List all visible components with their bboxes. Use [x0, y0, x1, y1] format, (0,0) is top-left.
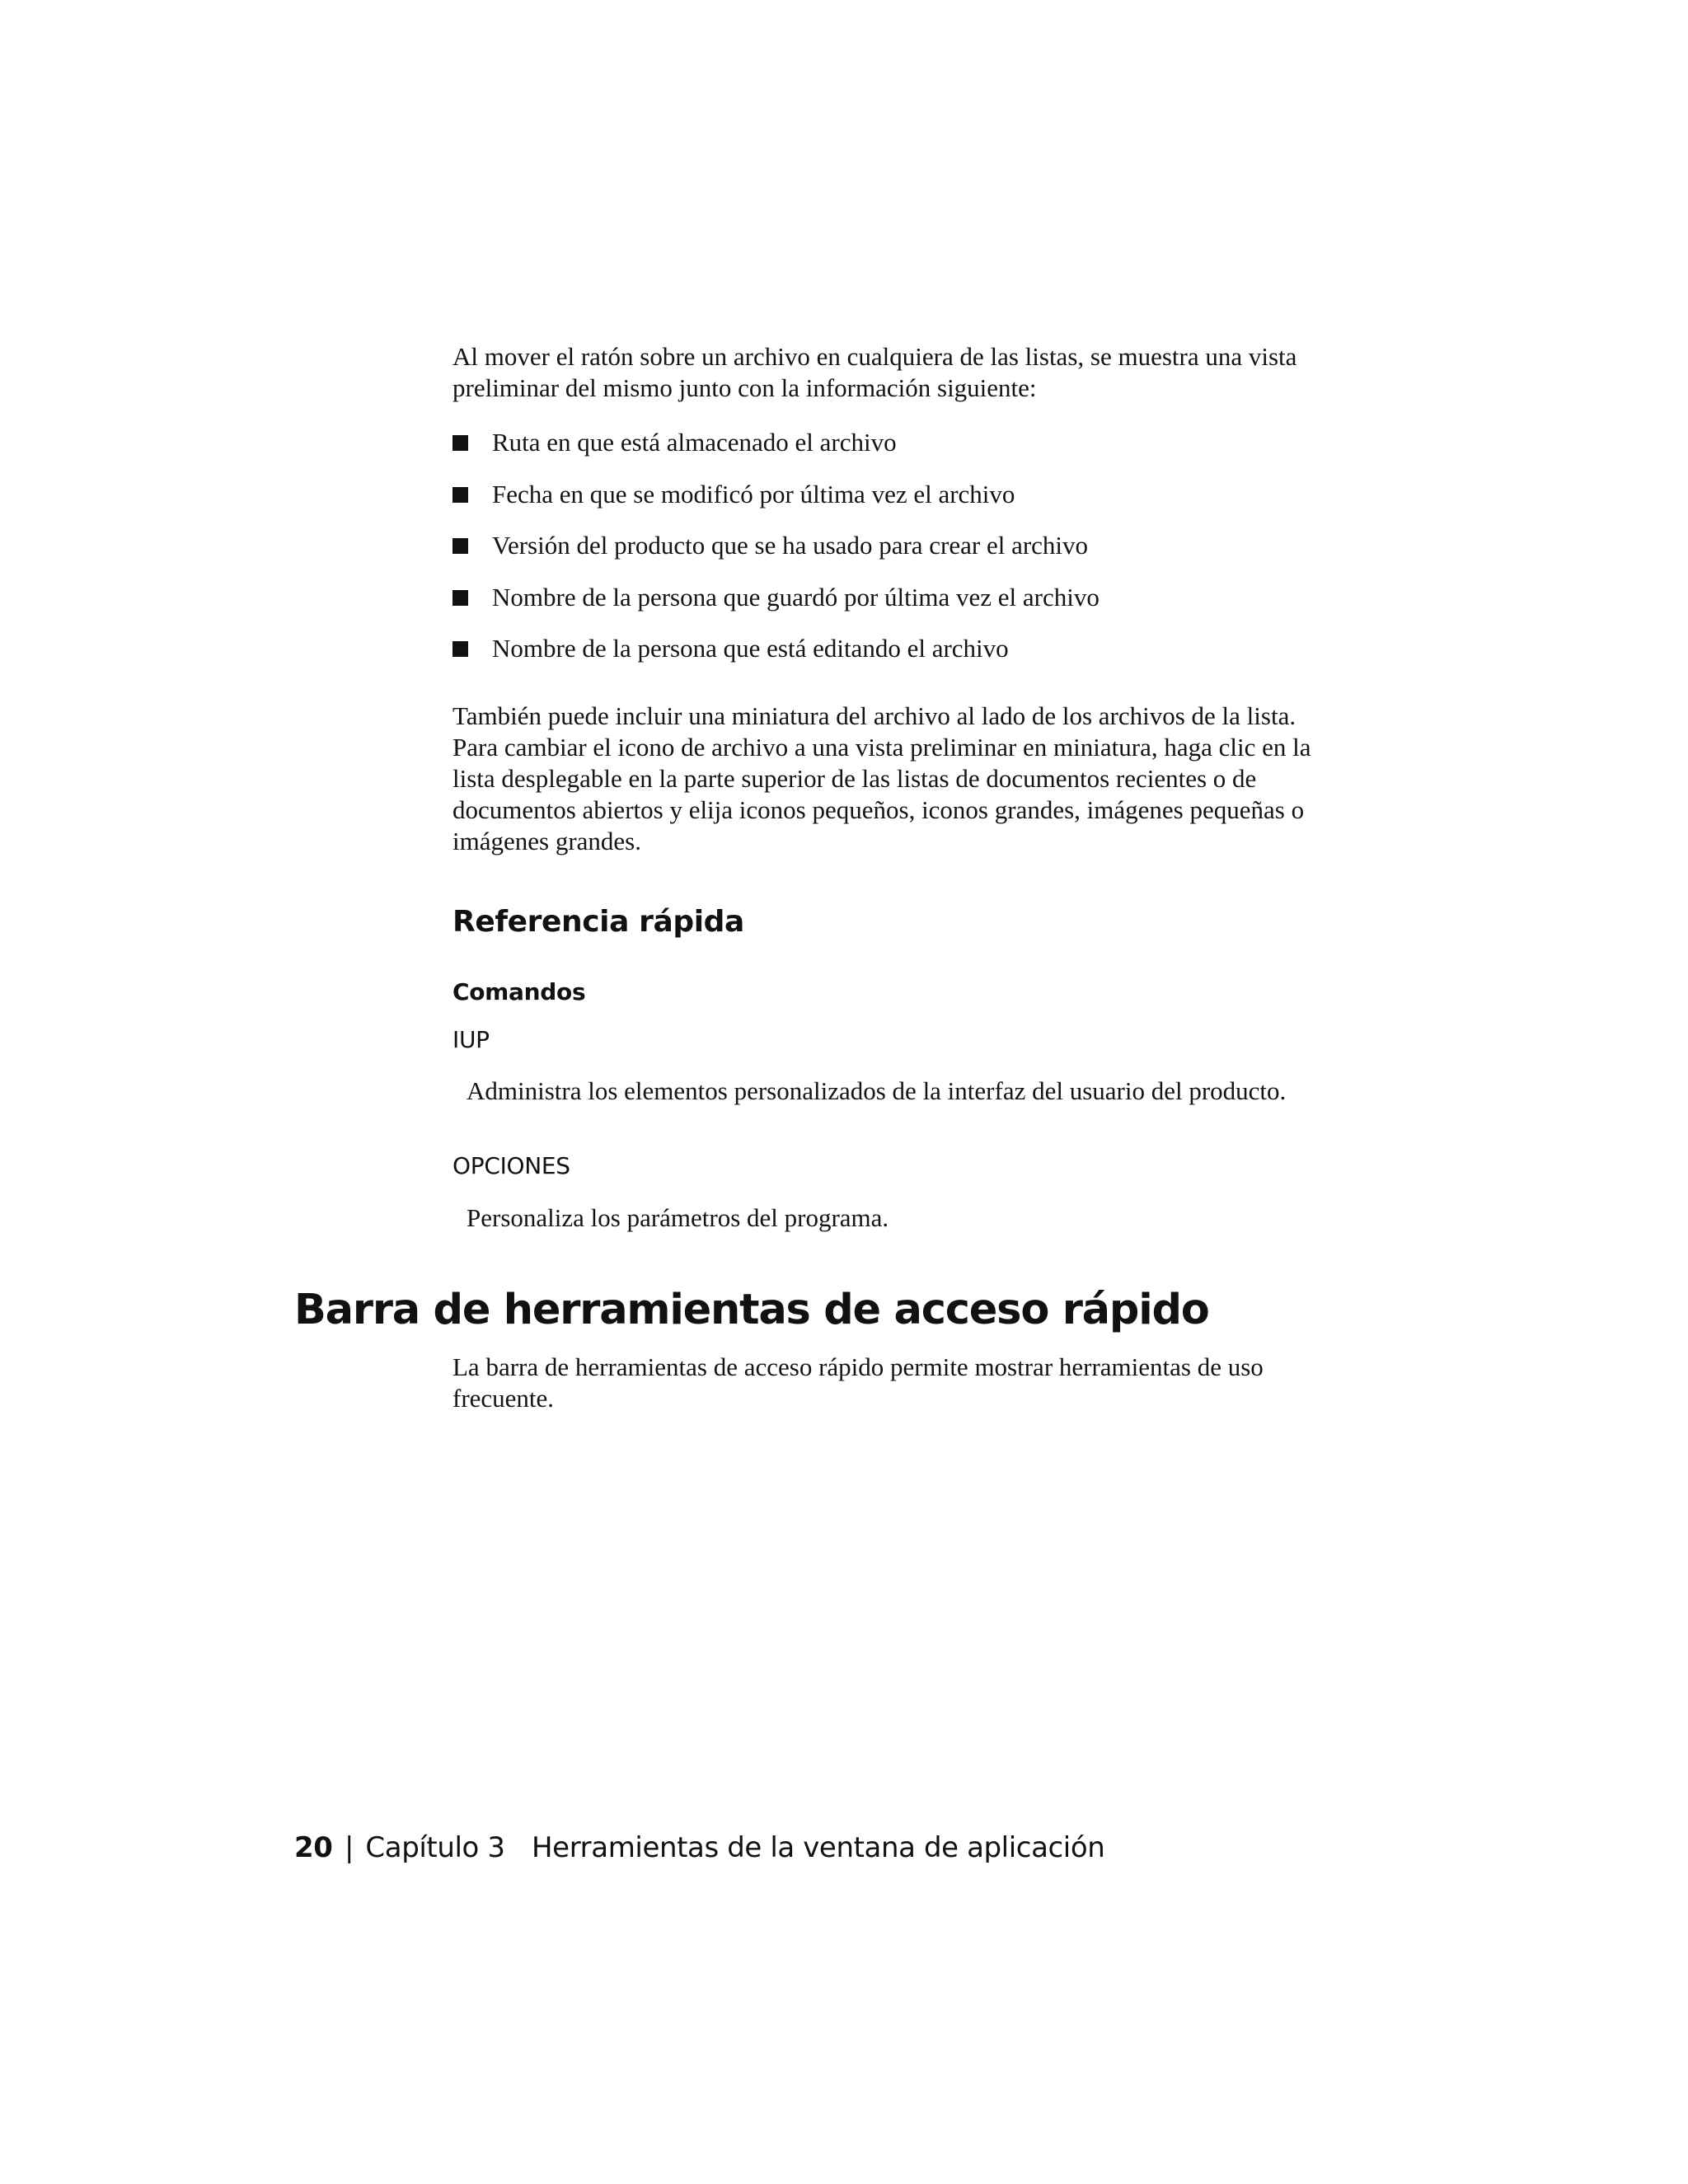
- list-item: [452, 633, 1343, 664]
- list-item-text: Nombre de la persona que guardó por última vez el archivo: [492, 582, 1100, 612]
- list-item: [452, 530, 1343, 561]
- chapter-label: Capítulo 3: [365, 1831, 505, 1864]
- page-number: 20: [294, 1831, 333, 1864]
- commands-subheading: Comandos: [452, 978, 586, 1005]
- command-term-opciones: OPCIONES: [452, 1152, 570, 1179]
- square-bullet-icon: [452, 590, 468, 606]
- square-bullet-icon: [452, 538, 468, 554]
- list-item: [452, 479, 1343, 510]
- list-item: [452, 427, 1343, 458]
- command-term-iup: IUP: [452, 1026, 490, 1053]
- list-item-text: Nombre de la persona que está editando el archivo: [492, 634, 1009, 663]
- section-heading: Barra de herramientas de acceso rápido: [294, 1286, 1209, 1334]
- chapter-title: Herramientas de la ventana de aplicación: [532, 1831, 1105, 1864]
- quick-reference-heading: Referencia rápida: [452, 905, 744, 939]
- square-bullet-icon: [452, 641, 468, 657]
- intro-paragraph: Al mover el ratón sobre un archivo en cualquiera de las listas, se muestra una vista preliminar del mismo junto con la información siguiente:: [452, 342, 1297, 402]
- section-paragraph: La barra de herramientas de acceso rápido permite mostrar herramientas de uso frecuente.: [452, 1352, 1264, 1413]
- square-bullet-icon: [452, 435, 468, 451]
- list-item-text: Fecha en que se modificó por última vez el archivo: [492, 479, 1015, 509]
- command-description-opciones: Personaliza los parámetros del programa.: [467, 1203, 889, 1232]
- command-description-iup: Administra los elementos personalizados de la interfaz del usuario del producto.: [467, 1076, 1287, 1105]
- list-item: [452, 582, 1343, 613]
- thumbnail-paragraph: También puede incluir una miniatura del archivo al lado de los archivos de la lista. Para cambiar el icono de archivo a una vista preliminar en miniatura, haga clic en la lista desplegable en la parte superior de las listas de documentos recientes o de documentos abiertos y elija iconos pequeños, iconos grandes, imágenes pequeñas o imágenes grandes.: [452, 701, 1311, 855]
- list-item-text: Ruta en que está almacenado el archivo: [492, 428, 897, 457]
- info-bullet-list: [452, 427, 1343, 685]
- list-item-text: Versión del producto que se ha usado para crear el archivo: [492, 531, 1089, 560]
- footer-separator: |: [344, 1831, 354, 1864]
- square-bullet-icon: [452, 487, 468, 503]
- page-footer: [294, 1831, 1104, 1864]
